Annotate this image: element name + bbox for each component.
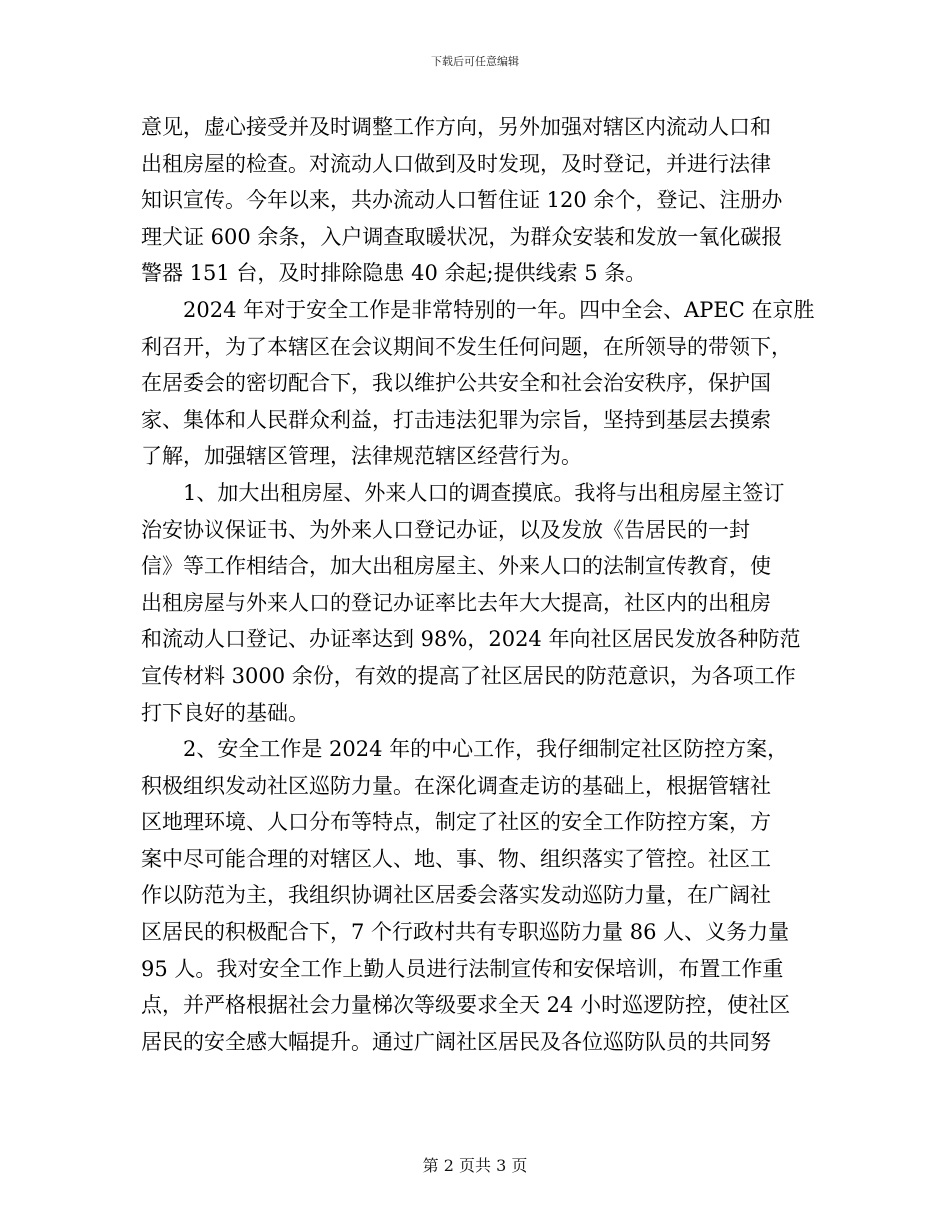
text-line: 案中尽可能合理的对辖区人、地、事、物、组织落实了管控。社区工 [141, 846, 771, 871]
text-line: 家、集体和人民群众利益，打击违法犯罪为宗旨，坚持到基层去摸索 [141, 407, 771, 432]
text-line: 了解，加强辖区管理，法律规范辖区经营行为。 [141, 444, 582, 469]
text-line: 点，并严格根据社会力量梯次等级要求全天 24 小时巡逻防控，使社区 [141, 993, 791, 1018]
text-line: 和流动人口登记、办证率达到 98%，2024 年向社区居民发放各种防范 [141, 627, 801, 652]
text-line: 在居委会的密切配合下，我以维护公共安全和社会治安秩序，保护国 [141, 371, 771, 396]
text-line: 出租房屋与外来人口的登记办证率比去年大大提高，社区内的出租房 [141, 590, 771, 615]
page-number: 第 2 页共 3 页 [422, 1156, 528, 1175]
paragraph-first-line: 2024 年对于安全工作是非常特别的一年。四中全会、APEC 在京胜 [183, 297, 815, 322]
text-line: 意见，虚心接受并及时调整工作方向，另外加强对辖区内流动人口和 [141, 115, 771, 139]
text-line: 信》等工作相结合，加大出租房屋主、外来人口的法制宣传教育，使 [141, 554, 771, 579]
text-line: 居民的安全感大幅提升。通过广阔社区居民及各位巡防队员的共同努 [141, 1029, 771, 1054]
text-line: 作以防范为主，我组织协调社区居委会落实发动巡防力量，在广阔社 [141, 883, 771, 908]
text-line: 警器 151 台，及时排除隐患 40 余起;提供线索 5 条。 [141, 261, 647, 286]
text-line: 理犬证 600 余条，入户调查取暖状况，为群众安装和发放一氧化碳报 [141, 224, 783, 249]
text-line: 知识宣传。今年以来，共办流动人口暂住证 120 余个，登记、注册办 [141, 188, 783, 213]
text-line: 打下良好的基础。 [141, 700, 309, 725]
text-line: 宣传材料 3000 余份，有效的提高了社区居民的防范意识，为各项工作 [141, 663, 796, 688]
paragraph-first-line: 2、安全工作是 2024 年的中心工作，我仔细制定社区防控方案， [183, 737, 789, 762]
text-line: 出租房屋的检查。对流动人口做到及时发现，及时登记，并进行法律 [141, 151, 771, 176]
text-line: 区居民的积极配合下，7 个行政村共有专职巡防力量 86 人、义务力量 [141, 920, 790, 945]
text-line: 积极组织发动社区巡防力量。在深化调查走访的基础上，根据管辖社 [141, 773, 771, 798]
text-line: 区地理环境、人口分布等特点，制定了社区的安全工作防控方案，方 [141, 810, 771, 835]
text-line: 利召开，为了本辖区在会议期间不发生任何问题，在所领导的带领下， [141, 334, 792, 359]
page-header-note: 下载后可任意编辑 [431, 55, 519, 68]
document-body [141, 109, 815, 1060]
paragraph-first-line: 1、加大出租房屋、外来人口的调查摸底。我将与出租房屋主签订 [183, 480, 785, 505]
text-line: 治安协议保证书、为外来人口登记办证，以及发放《告居民的一封 [141, 517, 750, 542]
text-line: 95 人。我对安全工作上勤人员进行法制宣传和安保培训，布置工作重 [141, 956, 784, 981]
